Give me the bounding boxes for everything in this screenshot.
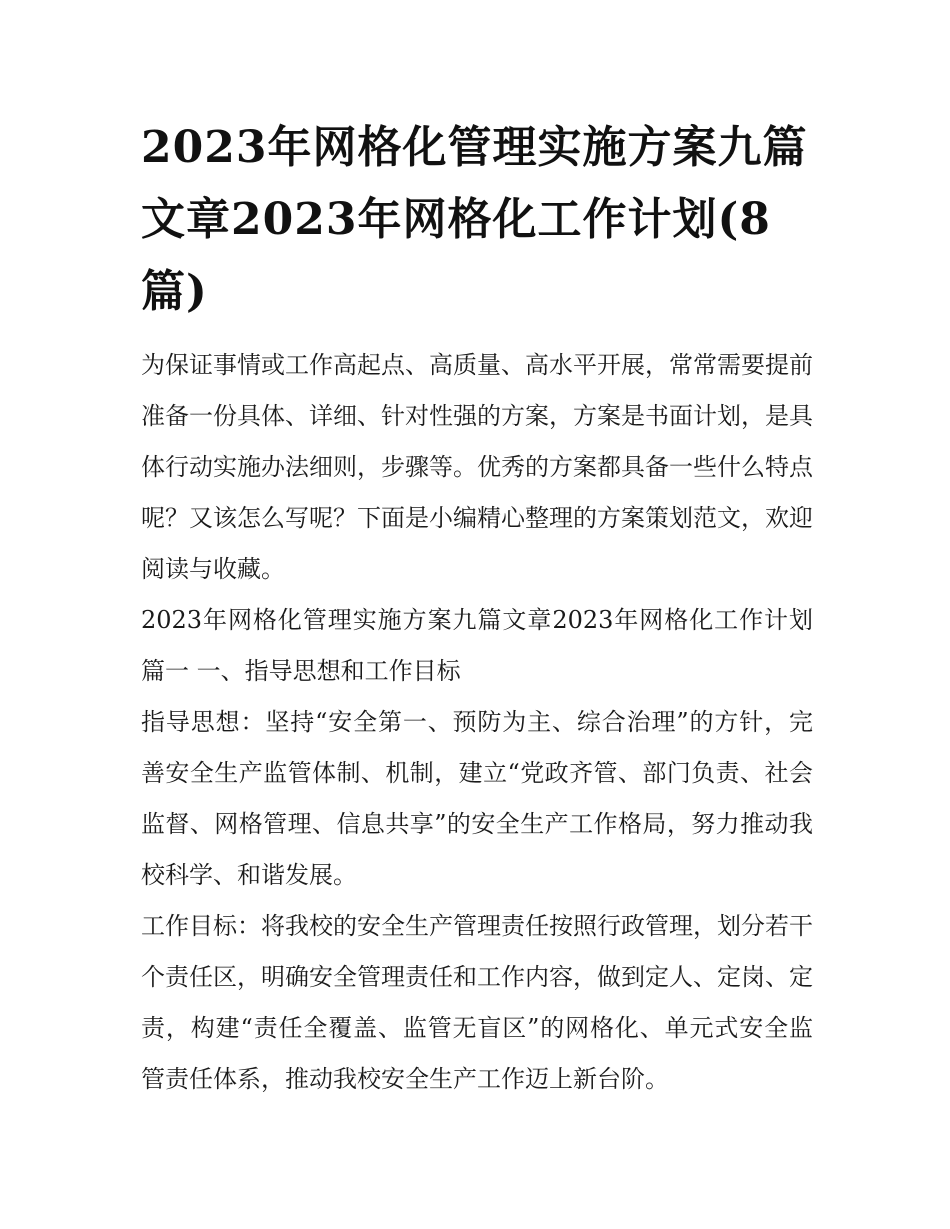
work-goal-paragraph: 工作目标：将我校的安全生产管理责任按照行政管理，划分若干个责任区，明确安全管理责任和工作内容，做到定人、定岗、定责，构建“责任全覆盖、监管无盲区”的网格化、单元式安全监管责任体系，推动我校安全生产工作迈上新台阶。 xyxy=(141,912,813,1093)
document-title: 2023年网格化管理实施方案九篇文章2023年网格化工作计划(8篇) xyxy=(141,122,808,317)
document-page xyxy=(141,112,813,1105)
guiding-ideology-paragraph: 指导思想：坚持“安全第一、预防为主、综合治理”的方针，完善安全生产监管体制、机制，建立“党政齐管、部门负责、社会监督、网格管理、信息共享”的安全生产工作格局，努力推动我校科学、和谐发展。 xyxy=(141,708,813,889)
intro-paragraph: 为保证事情或工作高起点、高质量、高水平开展，常常需要提前准备一份具体、详细、针对性强的方案，方案是书面计划，是具体行动实施办法细则，步骤等。优秀的方案都具备一些什么特点呢？又该怎么写呢？下面是小编精心整理的方案策划范文，欢迎阅读与收藏。 xyxy=(141,351,813,583)
section-heading-paragraph: 2023年网格化管理实施方案九篇文章2023年网格化工作计划篇一 一、指导思想和工作目标 xyxy=(141,606,813,685)
